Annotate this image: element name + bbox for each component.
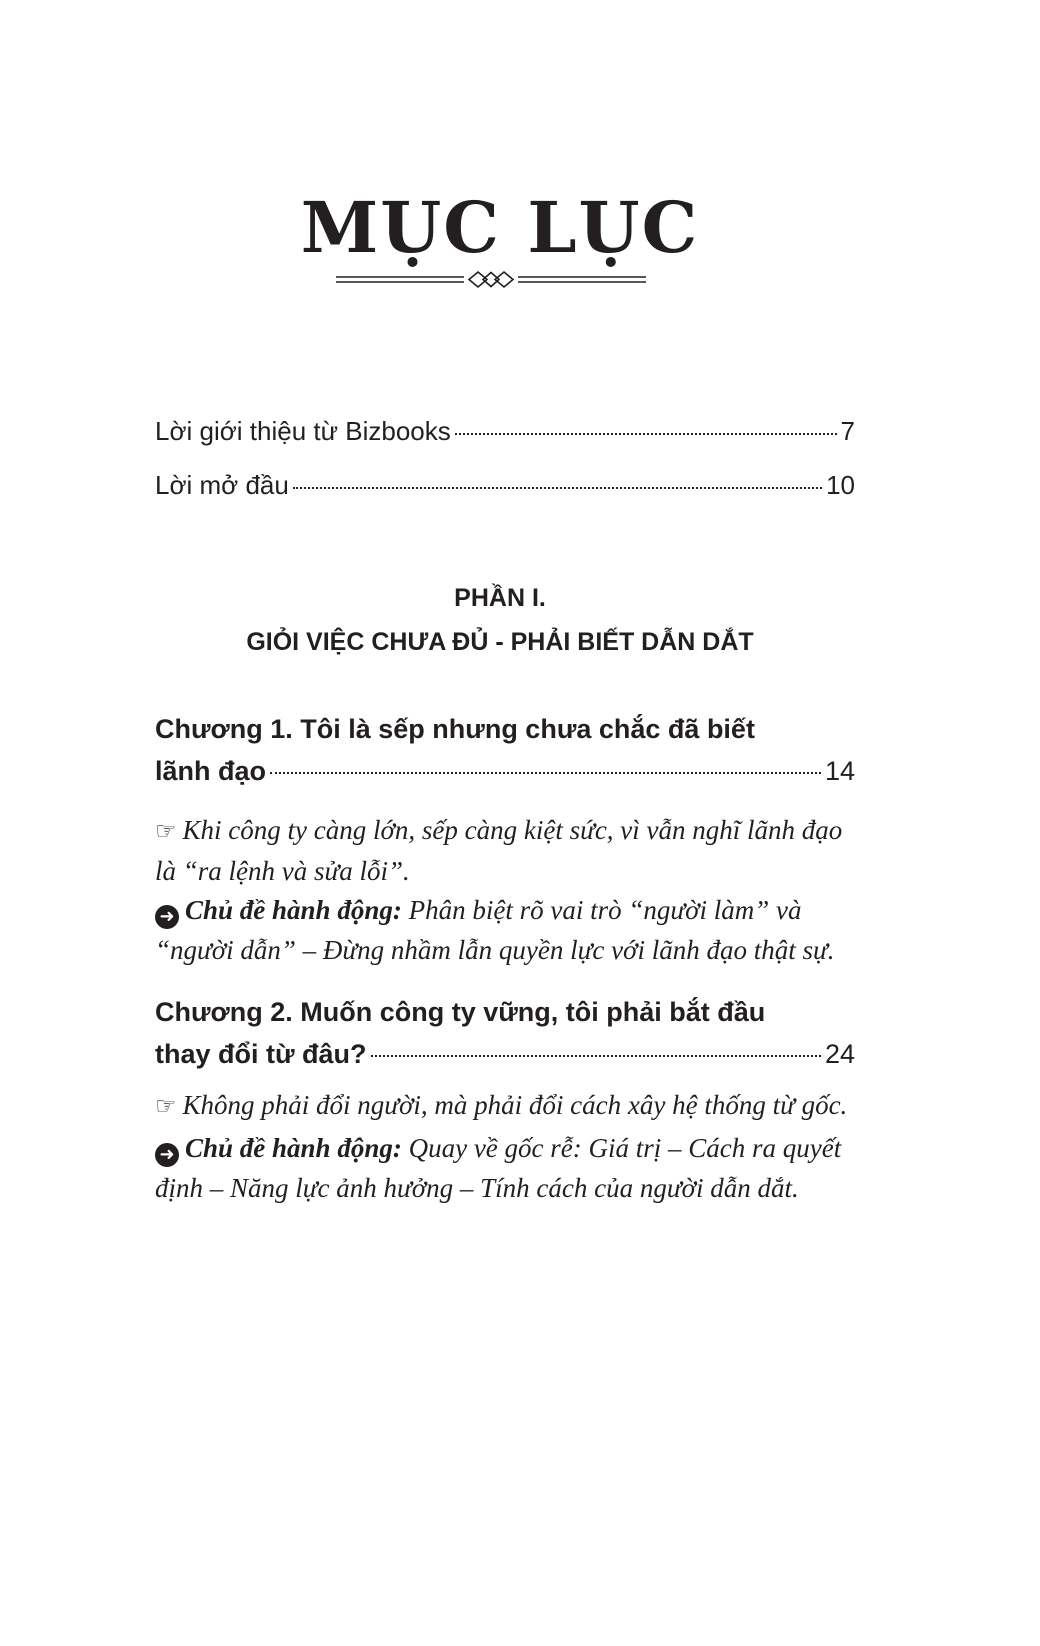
insight-text: Không phải đổi người, mà phải đổi cách xây hệ thống từ gốc.	[182, 1090, 848, 1120]
pointing-hand-icon: ☞	[155, 817, 177, 845]
page-title: MỤC LỤC	[300, 186, 700, 269]
toc-chapter-2[interactable]	[155, 991, 855, 1075]
circled-arrow-icon: ➜	[155, 905, 179, 929]
toc-entry-introduction[interactable]	[155, 470, 855, 501]
chapter-label: Chương 2.	[155, 997, 293, 1027]
chapter-title-line	[155, 708, 855, 750]
leader-dots	[455, 433, 837, 435]
chapter-title: Muốn công ty vững, tôi phải bắt đầu	[292, 997, 766, 1027]
chapter-2-action	[155, 1128, 865, 1208]
leader-dots	[293, 487, 822, 489]
chapter-page: 24	[824, 1039, 855, 1069]
part-title: GIỎI VIỆC CHƯA ĐỦ - PHẢI BIẾT DẪN DẮT	[246, 628, 754, 656]
leader-dots	[371, 1055, 821, 1057]
toc-entry-page: 10	[826, 470, 855, 500]
action-text: Quay về gốc rễ: Giá trị – Cách ra quyết định – Năng lực ảnh hưởng – Tính cách của người dẫn dắt.	[155, 1133, 842, 1203]
pointing-hand-icon: ☞	[155, 1092, 177, 1120]
chapter-title-cont: lãnh đạo	[155, 756, 267, 786]
toc-entry-foreword[interactable]	[155, 416, 855, 447]
action-label: Chủ đề hành động:	[185, 895, 402, 925]
chapter-title-line	[155, 991, 855, 1033]
part-number: PHẦN I.	[454, 584, 546, 612]
toc-entry-label: Lời mở đầu	[155, 470, 289, 500]
chapter-1-action	[155, 890, 865, 970]
chapter-title-cont: thay đổi từ đâu?	[155, 1039, 367, 1069]
chapter-page: 14	[824, 756, 855, 786]
circled-arrow-icon: ➜	[155, 1143, 179, 1167]
toc-chapter-1[interactable]	[155, 708, 855, 792]
insight-text: Khi công ty càng lớn, sếp càng kiệt sức, vì vẫn nghĩ lãnh đạo là “ra lệnh và sửa lỗi”.	[155, 815, 843, 886]
chapter-label: Chương 1.	[155, 714, 293, 744]
chapter-title: Tôi là sếp nhưng chưa chắc đã biết	[292, 714, 755, 744]
action-text: Phân biệt rõ vai trò “người làm” và “người dẫn” – Đừng nhầm lẫn quyền lực với lãnh đạo thật sự.	[155, 895, 835, 965]
chapter-2-insight	[155, 1085, 865, 1126]
leader-dots	[270, 772, 821, 774]
toc-entry-page: 7	[840, 416, 855, 446]
chapter-1-insight	[155, 810, 865, 891]
action-label: Chủ đề hành động:	[185, 1133, 402, 1163]
title-ornament	[336, 270, 646, 290]
toc-entry-label: Lời giới thiệu từ Bizbooks	[155, 416, 451, 446]
